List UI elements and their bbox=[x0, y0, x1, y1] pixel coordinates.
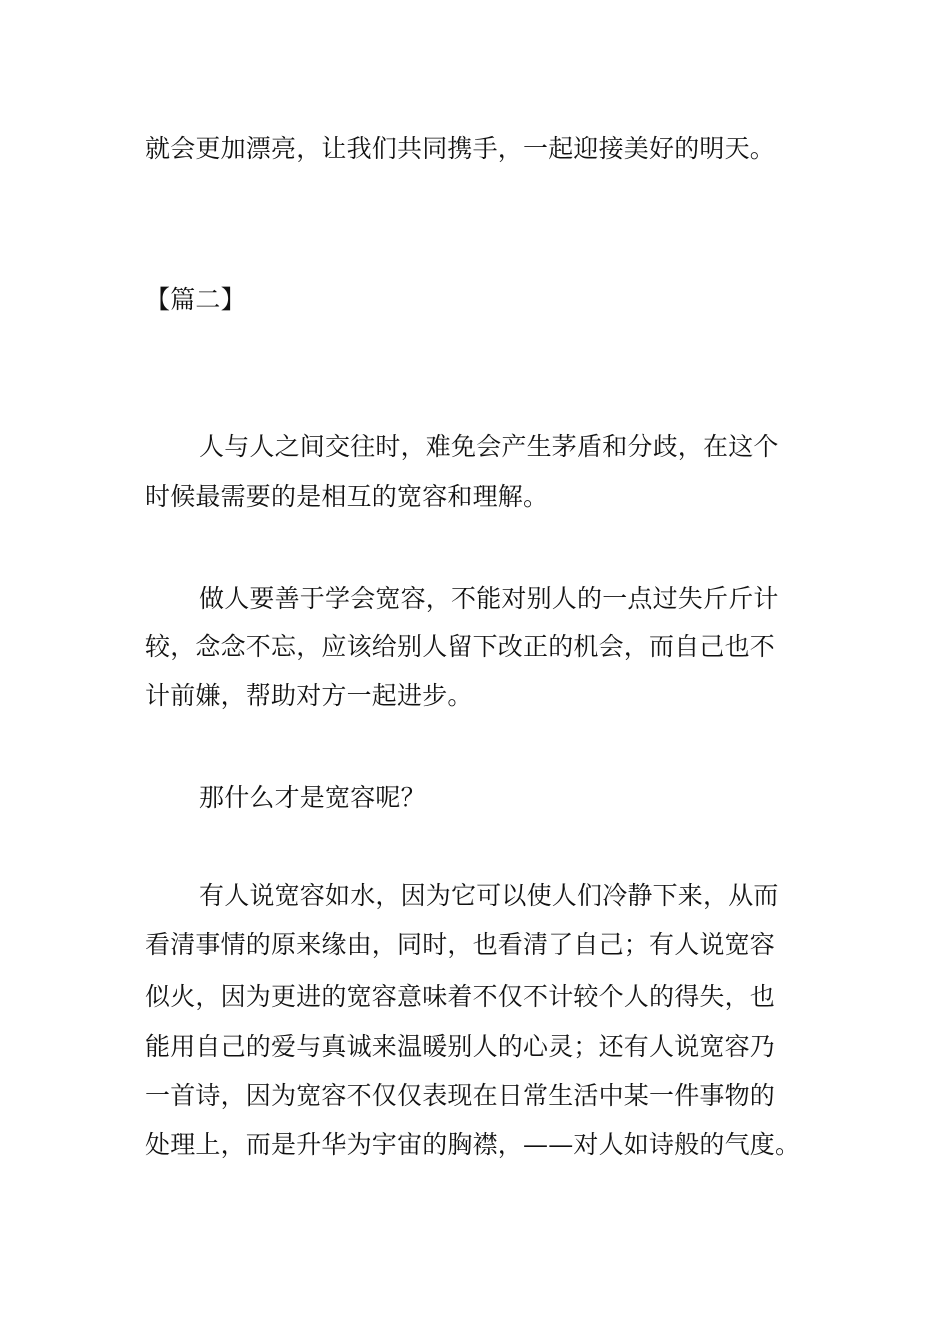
continuation-line: 就会更加漂亮，让我们共同携手，一起迎接美好的明天。 bbox=[145, 134, 776, 163]
paragraph-line: 有人说宽容如水，因为它可以使人们冷静下来，从而 bbox=[199, 881, 779, 910]
paragraph-line: 处理上，而是升华为宇宙的胸襟，——对人如诗般的气度。 bbox=[145, 1130, 801, 1159]
paragraph-line: 能用自己的爱与真诚来温暖别人的心灵；还有人说宽容乃 bbox=[145, 1032, 776, 1061]
paragraph-line: 计前嫌，帮助对方一起进步。 bbox=[145, 681, 473, 710]
paragraph-line: 似火，因为更进的宽容意味着不仅不计较个人的得失，也 bbox=[145, 982, 776, 1011]
paragraph-line: 人与人之间交往时，难免会产生茅盾和分歧，在这个 bbox=[199, 432, 779, 461]
paragraph-line: 较，念念不忘，应该给别人留下改正的机会，而自己也不 bbox=[145, 632, 776, 661]
paragraph-line: 一首诗，因为宽容不仅仅表现在日常生活中某一件事物的 bbox=[145, 1081, 776, 1110]
paragraph-line: 看清事情的原来缘由，同时，也看清了自己；有人说宽容 bbox=[145, 930, 776, 959]
section-heading: 【篇二】 bbox=[145, 285, 246, 314]
paragraph-line: 时候最需要的是相互的宽容和理解。 bbox=[145, 482, 549, 511]
paragraph-line: 做人要善于学会宽容，不能对别人的一点过失斤斤计 bbox=[199, 584, 779, 613]
paragraph-line: 那什么才是宽容呢？ bbox=[199, 783, 426, 812]
